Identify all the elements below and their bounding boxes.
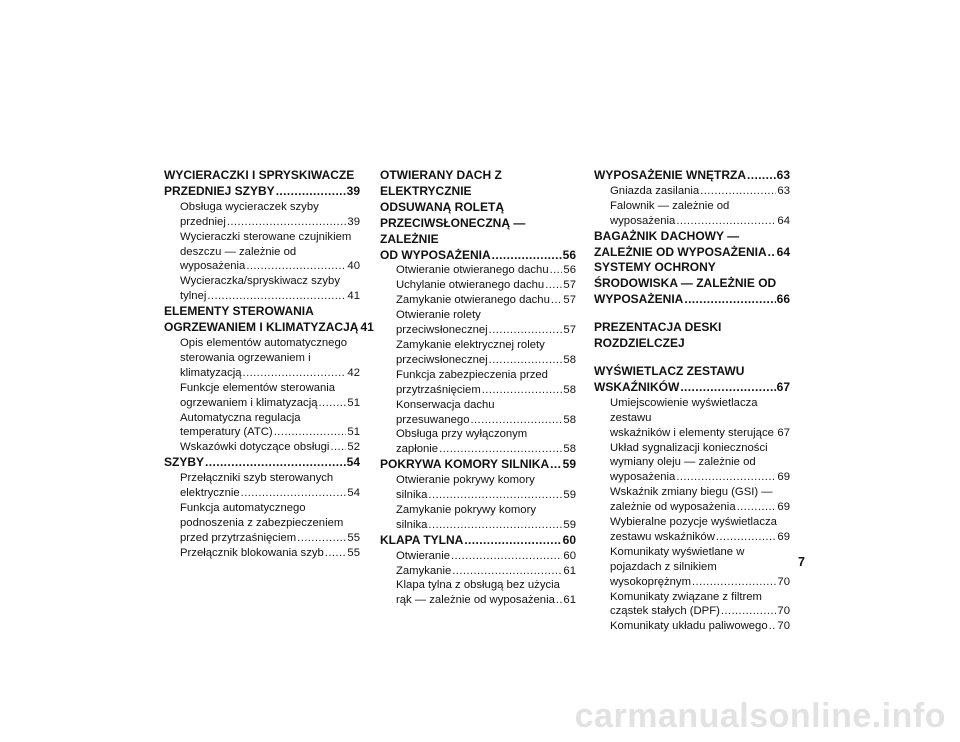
toc-heading[interactable] bbox=[380, 533, 576, 549]
dot-leader bbox=[737, 500, 777, 515]
toc-subentry[interactable] bbox=[380, 368, 576, 398]
watermark: carmanualsonline.info bbox=[574, 697, 946, 735]
toc-page-number: 57 bbox=[563, 324, 576, 337]
toc-subentry[interactable] bbox=[164, 274, 360, 304]
toc-entry-title: Komunikaty układu paliwowego bbox=[610, 620, 768, 633]
toc-entry-line: Otwieranie pokrywy komory bbox=[396, 474, 535, 487]
toc-page-number: 58 bbox=[563, 383, 576, 396]
toc-entry-line: BAGAŻNIK DACHOWY — bbox=[594, 228, 740, 243]
toc-entry-title: POKRYWA KOMORY SILNIKA bbox=[380, 457, 550, 472]
toc-subentry[interactable] bbox=[164, 546, 360, 561]
toc-page-number: 51 bbox=[347, 426, 360, 439]
toc-page-number: 58 bbox=[563, 353, 576, 366]
toc-entry-line: Obsługa przy wyłączonym bbox=[396, 428, 528, 441]
toc-entry-line: Układ sygnalizacji konieczności bbox=[610, 441, 768, 454]
dot-leader bbox=[276, 184, 346, 200]
toc-page-number: 54 bbox=[346, 455, 360, 470]
toc-page-number: 58 bbox=[563, 413, 576, 426]
toc-page-number: 61 bbox=[563, 564, 576, 577]
toc-page-number: 64 bbox=[776, 244, 790, 259]
toc-entry-row bbox=[380, 457, 576, 473]
toc-subentry[interactable] bbox=[164, 471, 360, 501]
dot-leader bbox=[297, 531, 346, 546]
toc-entry-line: Wycieraczki sterowane czujnikiem bbox=[180, 230, 352, 243]
toc-entry-line: PRZECIWSŁONECZNĄ — ZALEŻNIE bbox=[380, 215, 526, 246]
toc-entry-row bbox=[396, 488, 576, 503]
toc-entry-line: Funkcje elementów sterowania bbox=[180, 381, 336, 394]
toc-subentry[interactable] bbox=[594, 441, 790, 486]
toc-entry-line: WYCIERACZKI I SPRYSKIWACZE bbox=[164, 168, 355, 182]
toc-entry-row bbox=[396, 593, 576, 608]
toc-entry-row bbox=[180, 215, 360, 230]
toc-heading[interactable] bbox=[164, 168, 360, 200]
toc-heading[interactable] bbox=[594, 229, 790, 261]
toc-entry-title: ZALEŻNIE OD WYPOSAŻENIA bbox=[594, 244, 767, 259]
toc-subentry[interactable] bbox=[380, 278, 576, 293]
toc-entry-line: ŚRODOWISKA — ZALEŻNIE OD bbox=[594, 276, 777, 291]
toc-entry-row bbox=[610, 426, 790, 441]
dot-leader bbox=[452, 564, 562, 579]
toc-entry-line: ELEMENTY STEROWANIA bbox=[164, 304, 314, 319]
toc-page-number: 41 bbox=[347, 290, 360, 303]
dot-leader bbox=[325, 546, 347, 561]
toc-entry-title: przytrzaśnięciem bbox=[396, 383, 481, 396]
toc-heading[interactable] bbox=[164, 455, 360, 471]
toc-entry-line: Automatyczna regulacja bbox=[180, 411, 301, 424]
toc-entry-row bbox=[396, 442, 576, 457]
toc-page-number: 69 bbox=[777, 501, 790, 514]
toc-entry-title: KLAPA TYLNA bbox=[380, 532, 464, 547]
toc-subentry[interactable] bbox=[164, 501, 360, 546]
dot-leader bbox=[492, 248, 562, 264]
toc-entry-line: OTWIERANY DACH Z ELEKTRYCZNIE bbox=[380, 168, 502, 198]
toc-subentry[interactable] bbox=[594, 396, 790, 441]
toc-entry-title: przesuwanego bbox=[396, 413, 470, 426]
toc-entry-title: Uchylanie otwieranego dachu bbox=[396, 279, 545, 292]
toc-page-number: 51 bbox=[347, 396, 360, 409]
toc-entry-row bbox=[164, 455, 360, 471]
page-number: 7 bbox=[798, 555, 805, 569]
toc-entry-line: Komunikaty wyświetlane w bbox=[610, 545, 745, 558]
toc-heading[interactable] bbox=[594, 168, 790, 184]
toc-entry-title: zapłonie bbox=[396, 443, 439, 456]
toc-subentry[interactable] bbox=[164, 381, 360, 411]
toc-page-number: 40 bbox=[347, 260, 360, 273]
toc-page-number: 70 bbox=[777, 575, 790, 588]
dot-leader bbox=[768, 245, 776, 261]
toc-subentry[interactable] bbox=[594, 515, 790, 545]
toc-entry-title: Zamykanie bbox=[396, 564, 452, 577]
dot-leader bbox=[243, 366, 347, 381]
dot-leader bbox=[428, 518, 562, 533]
toc-entry-line: deszczu — zależnie od bbox=[180, 245, 297, 258]
toc-entry-row bbox=[396, 278, 576, 293]
section-gap bbox=[594, 352, 790, 364]
toc-subentry[interactable] bbox=[594, 619, 790, 634]
toc-entry-title: WSKAŹNIKÓW bbox=[594, 379, 680, 394]
toc-entry-line: Otwieranie rolety bbox=[396, 309, 481, 322]
toc-entry-title: Wskazówki dotyczące obsługi bbox=[180, 441, 330, 454]
toc-entry-row bbox=[180, 546, 360, 561]
dot-leader bbox=[451, 549, 562, 564]
toc-entry-line: Opis elementów automatycznego bbox=[180, 336, 348, 349]
toc-page-number: 59 bbox=[563, 489, 576, 502]
toc-entry-row bbox=[594, 245, 790, 261]
toc-subentry[interactable] bbox=[380, 293, 576, 308]
toc-entry-line: Funkcja automatycznego bbox=[180, 501, 306, 514]
toc-page-number: 54 bbox=[347, 487, 360, 500]
toc-entry-line: Zamykanie elektrycznej rolety bbox=[396, 338, 545, 351]
toc-heading[interactable] bbox=[164, 304, 374, 336]
toc-entry-row bbox=[396, 413, 576, 428]
toc-heading[interactable] bbox=[380, 457, 576, 473]
toc-entry-title: Zamykanie otwieranego dachu bbox=[396, 294, 550, 307]
dot-leader bbox=[274, 425, 347, 440]
toc-entry-title: klimatyzacją bbox=[180, 366, 242, 379]
toc-page-number: 55 bbox=[347, 546, 360, 559]
toc-entry-row bbox=[180, 396, 360, 411]
toc-entry-line: PREZENTACJA DESKI bbox=[594, 320, 722, 335]
toc-subentry[interactable] bbox=[380, 549, 576, 564]
toc-entry-line: Wskaźnik zmiany biegu (GSI) — bbox=[610, 486, 773, 499]
toc-entry-row bbox=[610, 530, 790, 545]
toc-page-number: 57 bbox=[563, 279, 576, 292]
dot-leader bbox=[556, 593, 563, 608]
toc-page-number: 69 bbox=[777, 530, 790, 543]
toc-page-number: 57 bbox=[563, 294, 576, 307]
toc-subentry[interactable] bbox=[164, 440, 360, 455]
dot-leader bbox=[207, 289, 346, 304]
toc-subentry[interactable] bbox=[380, 338, 576, 368]
toc-page-number: 69 bbox=[777, 471, 790, 484]
toc-page-number: 58 bbox=[563, 443, 576, 456]
toc-entry-row bbox=[180, 366, 360, 381]
toc-subentry[interactable] bbox=[380, 503, 576, 533]
toc-entry-line: Przełączniki szyb sterowanych bbox=[180, 472, 334, 485]
toc-subentry[interactable] bbox=[380, 578, 576, 608]
toc-page-number: 55 bbox=[347, 531, 360, 544]
toc-page-number: 41 bbox=[360, 320, 374, 335]
toc-heading[interactable] bbox=[594, 320, 790, 352]
toc-subentry[interactable] bbox=[164, 200, 360, 230]
toc-page-number: 60 bbox=[563, 549, 576, 562]
dot-leader bbox=[684, 292, 775, 308]
toc-entry-row bbox=[396, 263, 576, 278]
toc-subentry[interactable] bbox=[594, 590, 790, 620]
toc-entry-line: Wybieralne pozycje wyświetlacza bbox=[610, 516, 777, 529]
toc-page-number: 70 bbox=[777, 620, 790, 633]
toc-entry-row bbox=[396, 518, 576, 533]
toc-entry-line: podnoszenia z zabezpieczeniem bbox=[180, 516, 344, 529]
dot-leader bbox=[227, 215, 347, 230]
dot-leader bbox=[721, 604, 777, 619]
toc-entry-row bbox=[180, 425, 360, 440]
dot-leader bbox=[241, 486, 347, 501]
toc-column-2 bbox=[380, 168, 576, 608]
toc-entry-title: zależnie od wyposażenia bbox=[610, 501, 736, 514]
dot-leader bbox=[470, 413, 562, 428]
dot-leader bbox=[676, 214, 776, 229]
toc-entry-row bbox=[380, 533, 576, 549]
toc-entry-title: SZYBY bbox=[164, 455, 205, 470]
toc-column-3 bbox=[594, 168, 790, 634]
toc-entry-line: WYŚWIETLACZ ZESTAWU bbox=[594, 363, 745, 378]
toc-entry-title: przedniej bbox=[180, 215, 226, 228]
toc-entry-row bbox=[164, 320, 374, 336]
toc-entry-title: Otwieranie otwieranego dachu bbox=[396, 264, 549, 277]
toc-entry-line: Obsługa wycieraczek szyby bbox=[180, 200, 319, 213]
dot-leader bbox=[775, 426, 777, 441]
toc-entry-title: elektrycznie bbox=[180, 487, 240, 500]
dot-leader bbox=[439, 442, 562, 457]
dot-leader bbox=[330, 440, 346, 455]
toc-entry-title: WYPOSAŻENIA bbox=[594, 292, 684, 307]
toc-entry-title: temperatury (ATC) bbox=[180, 426, 273, 439]
toc-subentry[interactable] bbox=[594, 485, 790, 515]
toc-subentry[interactable] bbox=[594, 545, 790, 590]
toc-entry-row bbox=[610, 184, 790, 199]
toc-page-number: 64 bbox=[777, 214, 790, 227]
toc-entry-row bbox=[180, 486, 360, 501]
toc-entry-row bbox=[610, 604, 790, 619]
toc-entry-row bbox=[396, 383, 576, 398]
toc-entry-line: Funkcja zabezpieczenia przed bbox=[396, 368, 548, 381]
toc-page-number: 39 bbox=[347, 215, 360, 228]
toc-entry-title: wskaźników i elementy sterujące bbox=[610, 426, 774, 439]
toc-entry-title: wyposażenia bbox=[180, 260, 246, 273]
dot-leader bbox=[482, 383, 563, 398]
toc-entry-title: cząstek stałych (DPF) bbox=[610, 605, 720, 618]
dot-leader bbox=[319, 396, 347, 411]
dot-leader bbox=[551, 293, 563, 308]
toc-page-number: 56 bbox=[562, 247, 576, 262]
toc-entry-row bbox=[594, 292, 790, 308]
toc-entry-line: ODSUWANĄ ROLETĄ bbox=[380, 199, 504, 214]
toc-entry-row bbox=[180, 289, 360, 304]
toc-entry-row bbox=[164, 184, 360, 200]
toc-page-number: 67 bbox=[777, 426, 790, 439]
dot-leader bbox=[489, 323, 563, 338]
toc-subentry[interactable] bbox=[164, 411, 360, 441]
toc-entry-row bbox=[180, 440, 360, 455]
toc-entry-line: SYSTEMY OCHRONY bbox=[594, 260, 716, 275]
toc-entry-title: OD WYPOSAŻENIA bbox=[380, 247, 491, 262]
toc-entry-row bbox=[396, 323, 576, 338]
toc-subentry[interactable] bbox=[594, 199, 790, 229]
toc-page-number: 56 bbox=[563, 264, 576, 277]
toc-subentry[interactable] bbox=[164, 336, 360, 381]
toc-entry-title: tylnej bbox=[180, 290, 207, 303]
toc-entry-line: sterowania ogrzewaniem i bbox=[180, 351, 311, 364]
toc-subentry[interactable] bbox=[380, 473, 576, 503]
dot-leader bbox=[747, 168, 776, 184]
toc-entry-line: pojazdach z silnikiem bbox=[610, 560, 717, 573]
toc-entry-line: Konserwacja dachu bbox=[396, 398, 495, 411]
toc-entry-row bbox=[610, 500, 790, 515]
toc-page-number: 59 bbox=[563, 518, 576, 531]
toc-page-number: 39 bbox=[346, 183, 360, 198]
dot-leader bbox=[680, 380, 775, 396]
toc-heading[interactable] bbox=[594, 260, 790, 308]
toc-heading[interactable] bbox=[380, 168, 576, 263]
toc-page-number: 52 bbox=[347, 441, 360, 454]
section-gap bbox=[594, 308, 790, 320]
toc-entry-line: Falownik — zależnie od bbox=[610, 199, 730, 212]
dot-leader bbox=[550, 263, 563, 278]
toc-subentry[interactable] bbox=[380, 263, 576, 278]
toc-page-number: 67 bbox=[776, 379, 790, 394]
toc-entry-row bbox=[380, 248, 576, 264]
toc-entry-row bbox=[396, 564, 576, 579]
toc-subentry[interactable] bbox=[380, 308, 576, 338]
toc-page-number: 61 bbox=[563, 594, 576, 607]
toc-entry-title: PRZEDNIEJ SZYBY bbox=[164, 183, 275, 198]
toc-entry-row bbox=[180, 531, 360, 546]
toc-page-number: 70 bbox=[777, 605, 790, 618]
dot-leader bbox=[489, 353, 563, 368]
toc-subentry[interactable] bbox=[380, 427, 576, 457]
toc-entry-row bbox=[610, 214, 790, 229]
toc-subentry[interactable] bbox=[594, 184, 790, 199]
toc-entry-title: silnika bbox=[396, 489, 428, 502]
toc-page-number: 63 bbox=[777, 184, 790, 197]
toc-entry-line: Klapa tylna z obsługą bez użycia bbox=[396, 579, 560, 592]
toc-entry-row bbox=[610, 470, 790, 485]
toc-entry-row bbox=[594, 168, 790, 184]
toc-entry-title: wyposażenia bbox=[610, 471, 676, 484]
toc-subentry[interactable] bbox=[380, 398, 576, 428]
toc-entry-title: Przełącznik blokowania szyb bbox=[180, 546, 324, 559]
toc-page-number: 66 bbox=[776, 292, 790, 307]
toc-entry-title: przed przytrzaśnięciem bbox=[180, 531, 297, 544]
toc-entry-title: przeciwsłonecznej bbox=[396, 353, 488, 366]
dot-leader bbox=[205, 455, 346, 471]
dot-leader bbox=[464, 533, 561, 549]
dot-leader bbox=[550, 457, 562, 473]
toc-entry-row bbox=[396, 293, 576, 308]
toc-entry-title: silnika bbox=[396, 518, 428, 531]
toc-page-number: 63 bbox=[776, 168, 790, 182]
toc-entry-title: zestawu wskaźników bbox=[610, 530, 715, 543]
toc-page-number: 59 bbox=[562, 457, 576, 472]
toc-entry-title: rąk — zależnie od wyposażenia bbox=[396, 594, 555, 607]
toc-entry-line: Wycieraczka/spryskiwacz szyby bbox=[180, 275, 340, 288]
dot-leader bbox=[692, 575, 776, 590]
dot-leader bbox=[716, 530, 777, 545]
toc-entry-row bbox=[610, 619, 790, 634]
toc-entry-line: Umiejscowienie wyświetlacza zestawu bbox=[610, 396, 758, 424]
toc-page-number: 42 bbox=[347, 366, 360, 379]
toc-entry-title: Gniazda zasilania bbox=[610, 184, 700, 197]
toc-entry-title: ogrzewaniem i klimatyzacją bbox=[180, 396, 318, 409]
toc-page-number: 60 bbox=[562, 532, 576, 547]
toc-entry-row bbox=[610, 575, 790, 590]
dot-leader bbox=[700, 184, 776, 199]
toc-entry-row bbox=[396, 549, 576, 564]
toc-entry-line: ROZDZIELCZEJ bbox=[594, 336, 685, 351]
toc-entry-title: Otwieranie bbox=[396, 549, 450, 562]
toc-entry-line: Komunikaty związane z filtrem bbox=[610, 590, 762, 603]
toc-entry-row bbox=[396, 353, 576, 368]
toc-entry-title: wysokoprężnym bbox=[610, 575, 691, 588]
toc-entry-title: OGRZEWANIEM I KLIMATYZACJĄ bbox=[164, 320, 359, 335]
toc-entry-row bbox=[594, 380, 790, 396]
dot-leader bbox=[545, 278, 562, 293]
dot-leader bbox=[428, 488, 562, 503]
toc-entry-row bbox=[180, 259, 360, 274]
toc-entry-title: WYPOSAŻENIE WNĘTRZA bbox=[594, 168, 746, 182]
toc-entry-line: wymiany oleju — zależnie od bbox=[610, 456, 756, 469]
toc-entry-title: wyposażenia bbox=[610, 214, 676, 227]
toc-heading[interactable] bbox=[594, 364, 790, 396]
toc-subentry[interactable] bbox=[380, 564, 576, 579]
toc-column-1 bbox=[164, 168, 374, 561]
dot-leader bbox=[246, 259, 346, 274]
toc-entry-title: przeciwsłonecznej bbox=[396, 324, 488, 337]
toc-subentry[interactable] bbox=[164, 230, 360, 275]
dot-leader bbox=[769, 619, 777, 634]
toc-entry-line: Zamykanie pokrywy komory bbox=[396, 503, 536, 516]
dot-leader bbox=[676, 470, 776, 485]
